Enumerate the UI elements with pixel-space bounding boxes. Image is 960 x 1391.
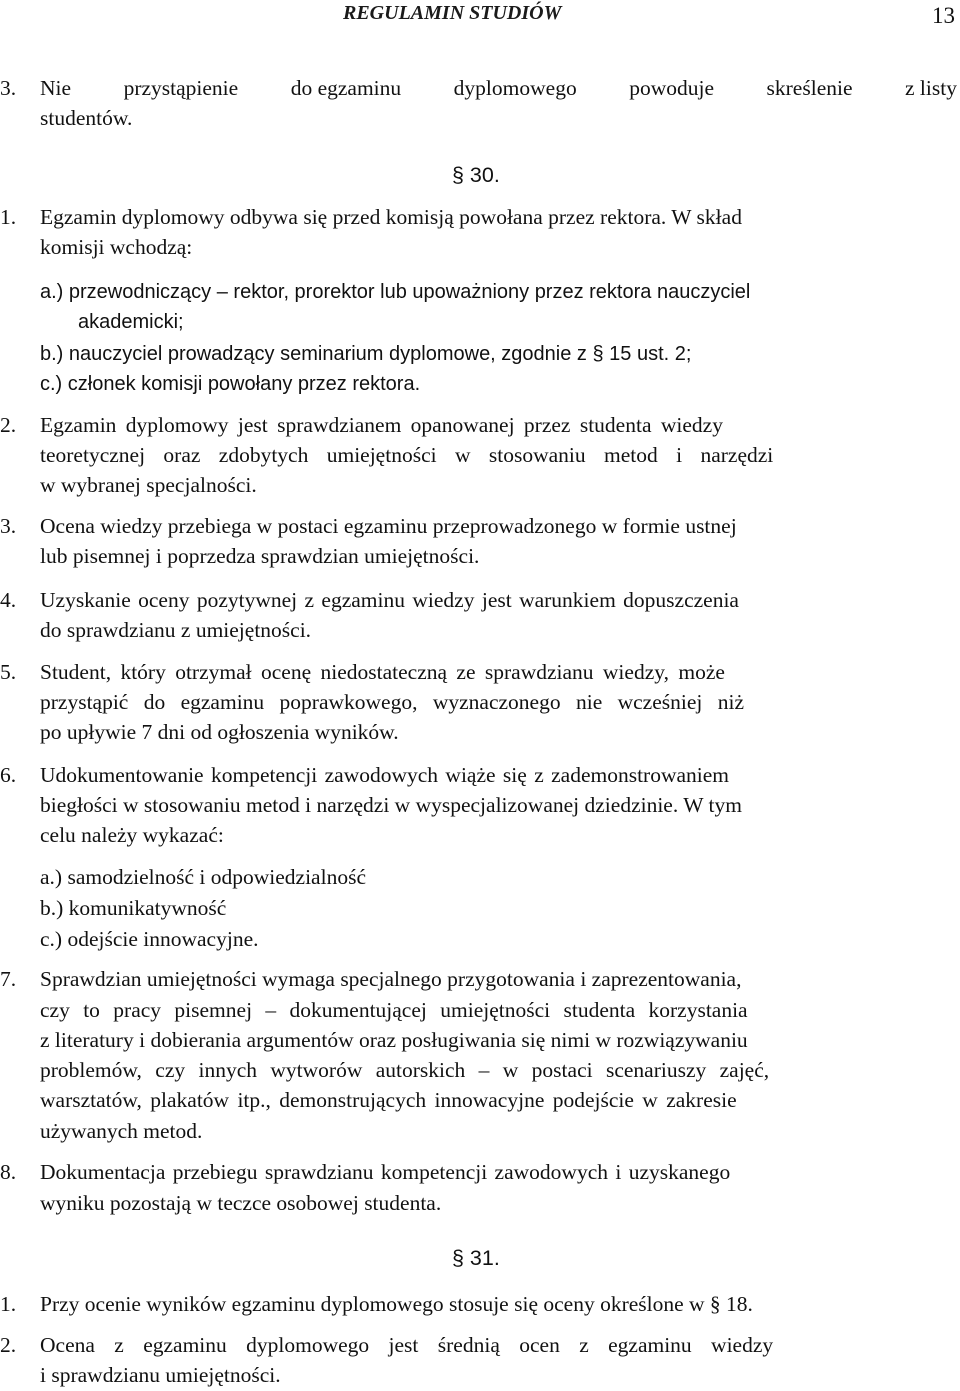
page-number: 13 xyxy=(932,3,955,28)
paragraph-line: problemów, czy innych wytworów autorskich – w postaci scenariuszy zajęć, xyxy=(40,1058,770,1082)
word: przystąpienie xyxy=(123,76,239,100)
paragraph-line: Ocena z egzaminu dyplomowego jest średnią ocen z egzaminu wiedzy xyxy=(40,1333,774,1357)
word: skreślenie xyxy=(766,76,853,100)
section-heading: § 31. xyxy=(452,1246,500,1270)
paragraph-line: Ocena wiedzy przebiega w postaci egzaminu przeprowadzonego w formie ustnej xyxy=(40,514,737,538)
paragraph-line: w wybranej specjalności. xyxy=(40,473,257,497)
list-item: a.) samodzielność i odpowiedzialność xyxy=(40,865,366,889)
running-header-title: REGULAMIN STUDIÓW xyxy=(343,2,562,24)
word: do egzaminu xyxy=(290,76,402,100)
section-heading: § 30. xyxy=(452,163,500,187)
paragraph-line: Student, który otrzymał ocenę niedostateczną ze sprawdzianu wiedzy, może xyxy=(40,660,725,684)
list-item: c.) odejście innowacyjne. xyxy=(40,927,259,951)
paragraph-line: Egzamin dyplomowy odbywa się przed komisją powołana przez rektora. W skład xyxy=(40,205,742,229)
paragraph-line: Sprawdzian umiejętności wymaga specjalnego przygotowania i zaprezentowania, xyxy=(40,967,742,991)
paragraph-line: biegłości w stosowaniu metod i narzędzi w wyspecjalizowanej dziedzinie. W tym xyxy=(40,793,742,817)
paragraph-number: 5. xyxy=(0,660,17,684)
word: powoduje xyxy=(629,76,715,100)
word: z listy xyxy=(905,76,957,100)
paragraph-number: 1. xyxy=(0,205,17,229)
paragraph-number: 4. xyxy=(0,588,17,612)
paragraph-line: do sprawdzianu z umiejętności. xyxy=(40,618,312,642)
paragraph-line: przystąpić do egzaminu poprawkowego, wyznaczonego nie wcześniej niż xyxy=(40,690,745,714)
paragraph-line: teoretycznej oraz zdobytych umiejętności w stosowaniu metod i narzędzi xyxy=(40,443,774,467)
paragraph-line: z literatury i dobierania argumentów oraz posługiwania się nimi w rozwiązywaniu xyxy=(40,1028,748,1052)
paragraph-line: wyniku pozostają w teczce osobowej studenta. xyxy=(40,1191,442,1215)
paragraph-number: 7. xyxy=(0,967,17,991)
paragraph-line: po upływie 7 dni od ogłoszenia wyników. xyxy=(40,720,399,744)
paragraph-number: 1. xyxy=(0,1292,17,1316)
paragraph-line xyxy=(40,73,957,103)
paragraph-line: i sprawdzianu umiejętności. xyxy=(40,1363,281,1387)
list-item: a.) przewodniczący – rektor, prorektor lub upoważniony przez rektora nauczyciel xyxy=(40,281,751,303)
list-item: c.) członek komisji powołany przez rektora. xyxy=(40,373,421,395)
paragraph-number: 3. xyxy=(0,514,17,538)
paragraph-line: komisji wchodzą: xyxy=(40,235,193,259)
paragraph-line: studentów. xyxy=(40,106,133,130)
paragraph-line: Dokumentacja przebiegu sprawdzianu kompetencji zawodowych i uzyskanego xyxy=(40,1160,731,1184)
paragraph-number: 3. xyxy=(0,76,17,100)
paragraph-line: Udokumentowanie kompetencji zawodowych wiąże się z zademonstrowaniem xyxy=(40,763,730,787)
word: dyplomowego xyxy=(453,76,577,100)
list-item: b.) komunikatywność xyxy=(40,896,227,920)
paragraph-line: lub pisemnej i poprzedza sprawdzian umiejętności. xyxy=(40,544,480,568)
paragraph-line: Egzamin dyplomowy jest sprawdzianem opanowanej przez studenta wiedzy xyxy=(40,413,723,437)
paragraph-line: używanych metod. xyxy=(40,1119,203,1143)
word: Nie xyxy=(40,76,72,100)
paragraph-line: Uzyskanie oceny pozytywnej z egzaminu wiedzy jest warunkiem dopuszczenia xyxy=(40,588,739,612)
paragraph-line: Przy ocenie wyników egzaminu dyplomowego stosuje się oceny określone w § 18. xyxy=(40,1292,753,1316)
paragraph-number: 6. xyxy=(0,763,17,787)
paragraph-line: celu należy wykazać: xyxy=(40,823,224,847)
paragraph-number: 2. xyxy=(0,413,17,437)
paragraph-number: 8. xyxy=(0,1160,17,1184)
paragraph-number: 2. xyxy=(0,1333,17,1357)
paragraph-line: warsztatów, plakatów itp., demonstrujących innowacyjne podejście w zakresie xyxy=(40,1088,737,1112)
paragraph-line: czy to pracy pisemnej – dokumentującej umiejętności studenta korzystania xyxy=(40,998,748,1022)
list-item-continuation: akademicki; xyxy=(78,311,184,333)
list-item: b.) nauczyciel prowadzący seminarium dyplomowe, zgodnie z § 15 ust. 2; xyxy=(40,343,692,365)
